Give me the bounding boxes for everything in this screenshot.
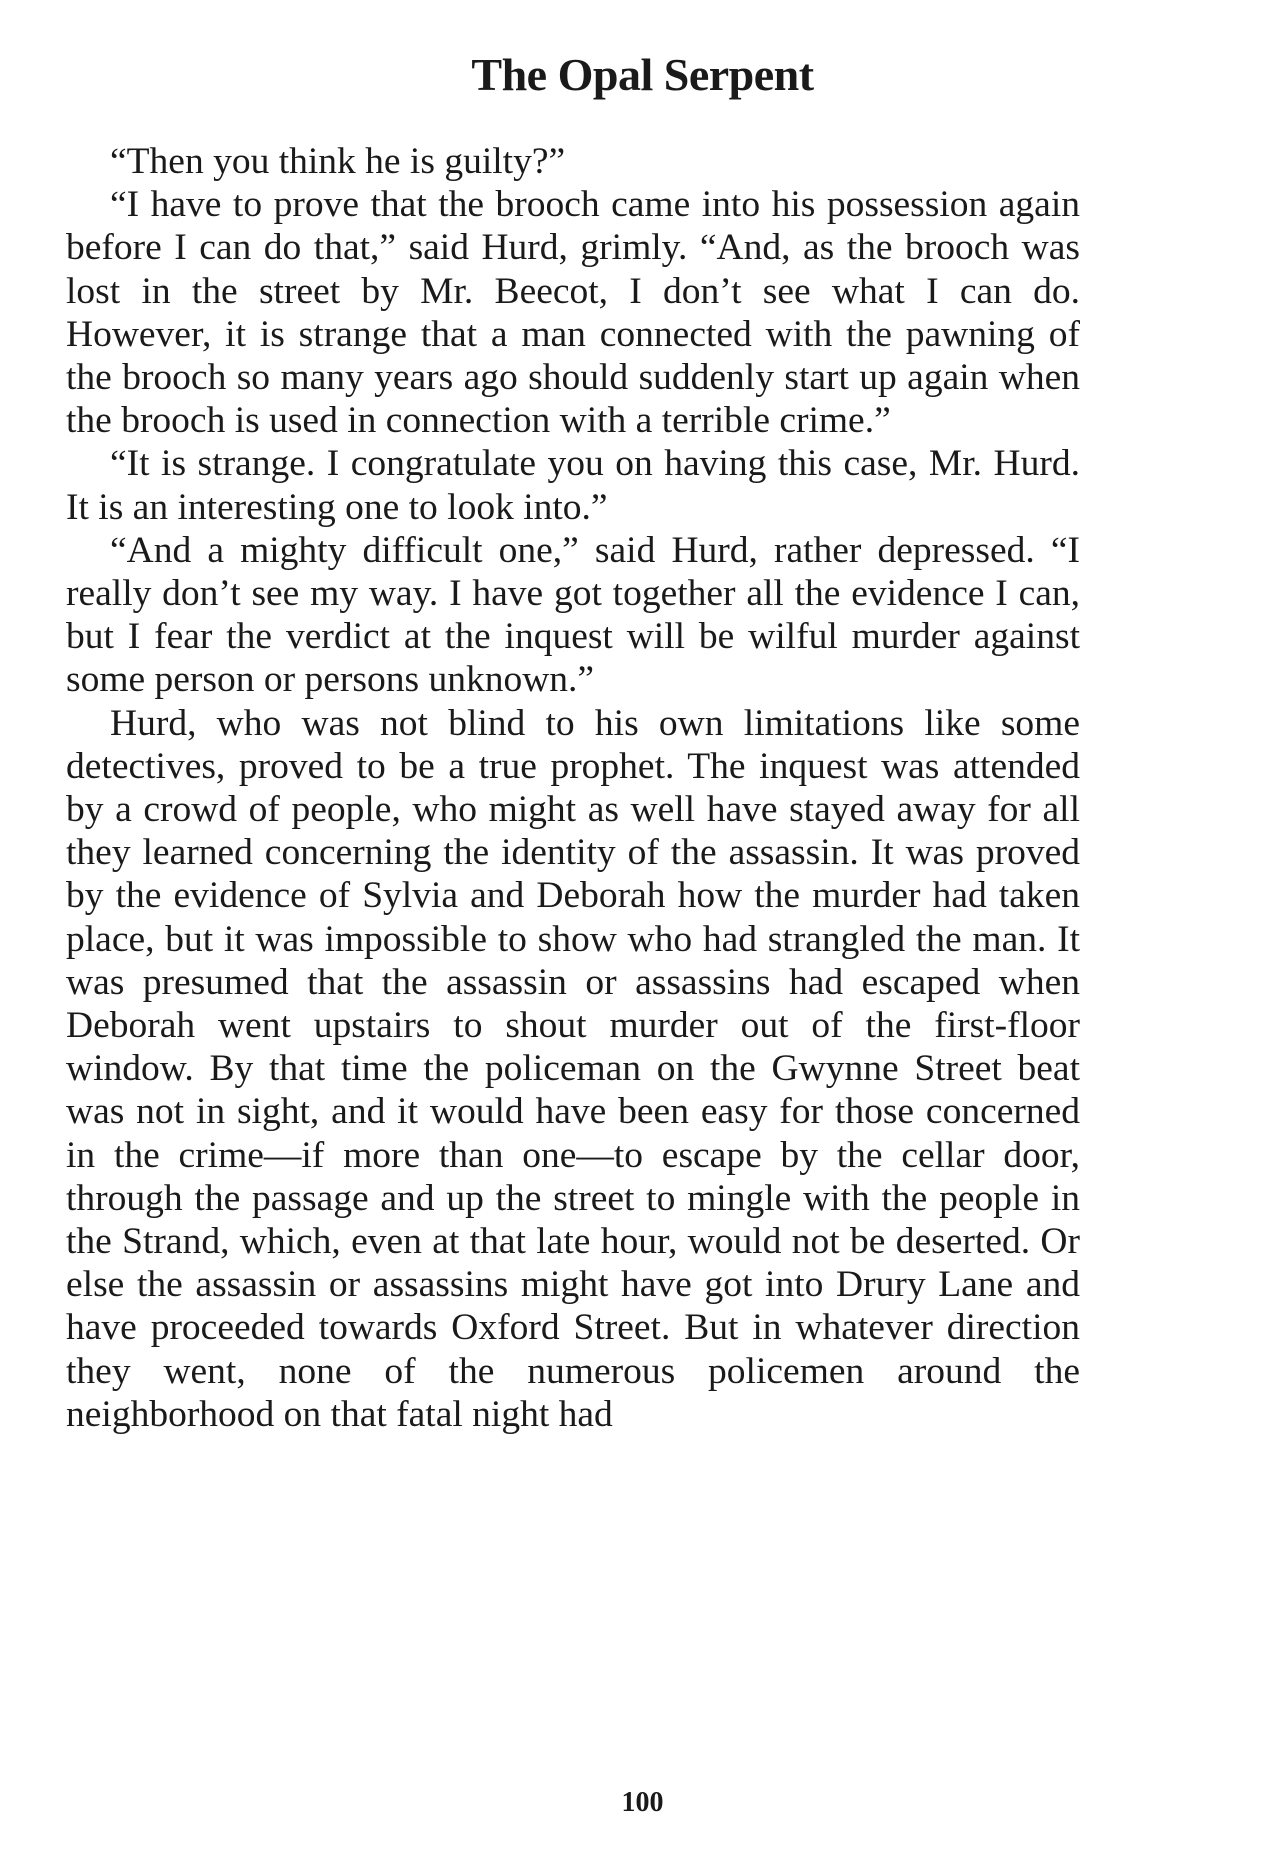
- paragraph: “Then you think he is guilty?”: [110, 141, 566, 182]
- running-head: The Opal Serpent: [471, 49, 814, 100]
- paragraph: “I have to prove that the brooch came into his possession again before I can do that,” said Hurd, grimly. “And, as the brooch was lost in the street by Mr. Beecot, I don’t see what I can do. However, it is strange that a man connected with the pawning of the brooch so many years ago should suddenly start up again when the brooch is used in connection with a terrible crime.”: [66, 184, 1080, 442]
- paragraph: “And a mighty difficult one,” said Hurd, rather depressed. “I really don’t see my way. I have got together all the evidence I can, but I fear the verdict at the inquest will be wilful murder against some person or persons unknown.”: [66, 529, 1080, 701]
- paragraph: Hurd, who was not blind to his own limitations like some detectives, proved to be a true prophet. The inquest was attended by a crowd of people, who might as well have stayed away for all they learned concerning the identity of the assassin. It was proved by the evidence of Sylvia and Deborah how the murder had taken place, but it was impossible to show who had strangled the man. It was presumed that the assassin or assassins had escaped when Deborah went upstairs to shout murder out of the first-floor window. By that time the policeman on the Gwynne Street beat was not in sight, and it would have been easy for those concerned in the crime—if more than one—to escape by the cellar door, through the passage and up the street to mingle with the people in the Strand, which, even at that late hour, would not be deserted. Or else the assassin or assassins might have got into Drury Lane and have proceeded towards Oxford Street. But in whatever direction they went, none of the numerous policemen around the neighborhood on that fatal night had: [66, 702, 1080, 1435]
- paragraph: “It is strange. I congratulate you on having this case, Mr. Hurd. It is an interesting one to look into.”: [66, 443, 1080, 528]
- body-text: [66, 140, 1080, 1436]
- page-number: 100: [621, 1787, 664, 1818]
